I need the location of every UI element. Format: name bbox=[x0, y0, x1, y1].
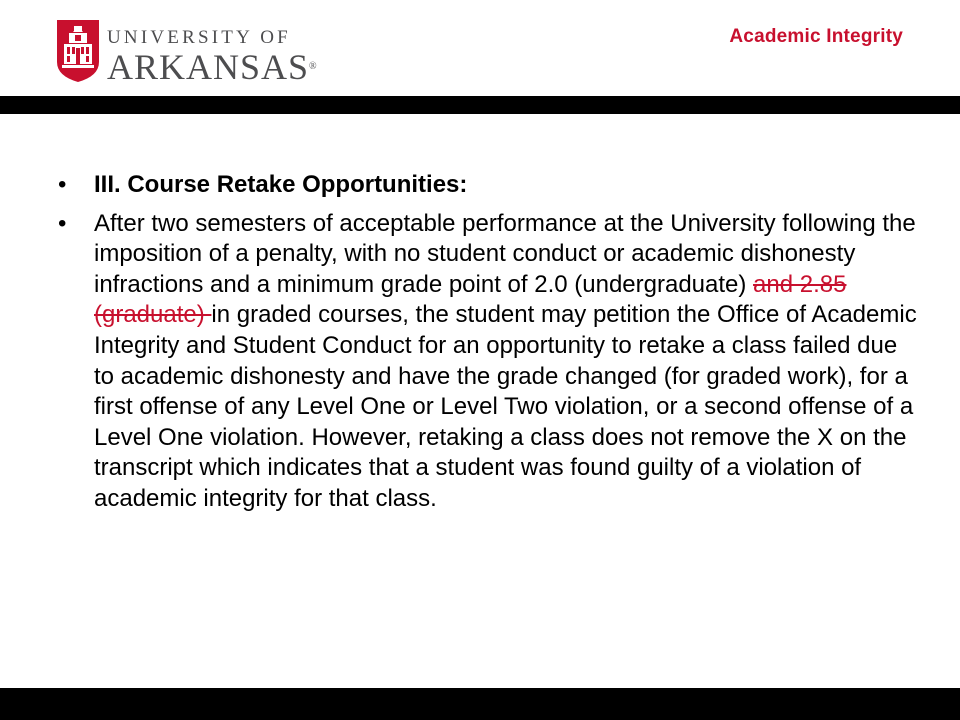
header-divider-bar bbox=[0, 96, 960, 114]
paragraph-text-before: After two semesters of acceptable performance at the University following the imposition of a penalty, with no student conduct or academic dishonesty infractions and a minimum grade point of 2.0 (undergraduate) bbox=[94, 209, 916, 298]
paragraph-text-after: in graded courses, the student may petition the Office of Academic Integrity and Student Conduct for an opportunity to retake a class failed due to academic dishonesty and have the grade changed (for graded work), for a first offense of any Level One or Level Two violation, or a second offense of a Level One violation. However, retaking a class does not remove the X on the transcript which indicates that a student was found guilty of a violation of academic integrity for that class. bbox=[94, 301, 917, 512]
page-title: Academic Integrity bbox=[729, 26, 903, 47]
logo-line-arkansas-text: ARKANSAS bbox=[107, 47, 310, 87]
bullet-icon: • bbox=[58, 171, 67, 198]
slide-header bbox=[0, 0, 960, 96]
trademark-symbol: ® bbox=[309, 61, 318, 72]
slide-body bbox=[58, 170, 920, 523]
old-main-building-icon bbox=[55, 18, 101, 84]
list-item bbox=[58, 170, 920, 201]
bullet-icon: • bbox=[58, 209, 67, 237]
logo-line-university-of: UNIVERSITY OF bbox=[107, 27, 291, 48]
university-logo bbox=[55, 18, 318, 85]
list-item bbox=[58, 209, 920, 515]
logo-wordmark bbox=[107, 28, 318, 85]
logo-line-arkansas bbox=[107, 49, 318, 85]
struck-text: and 2.85 (graduate) bbox=[94, 270, 847, 329]
section-heading: III. Course Retake Opportunities: bbox=[94, 171, 468, 198]
footer-bar bbox=[0, 688, 960, 720]
policy-paragraph bbox=[94, 209, 920, 515]
